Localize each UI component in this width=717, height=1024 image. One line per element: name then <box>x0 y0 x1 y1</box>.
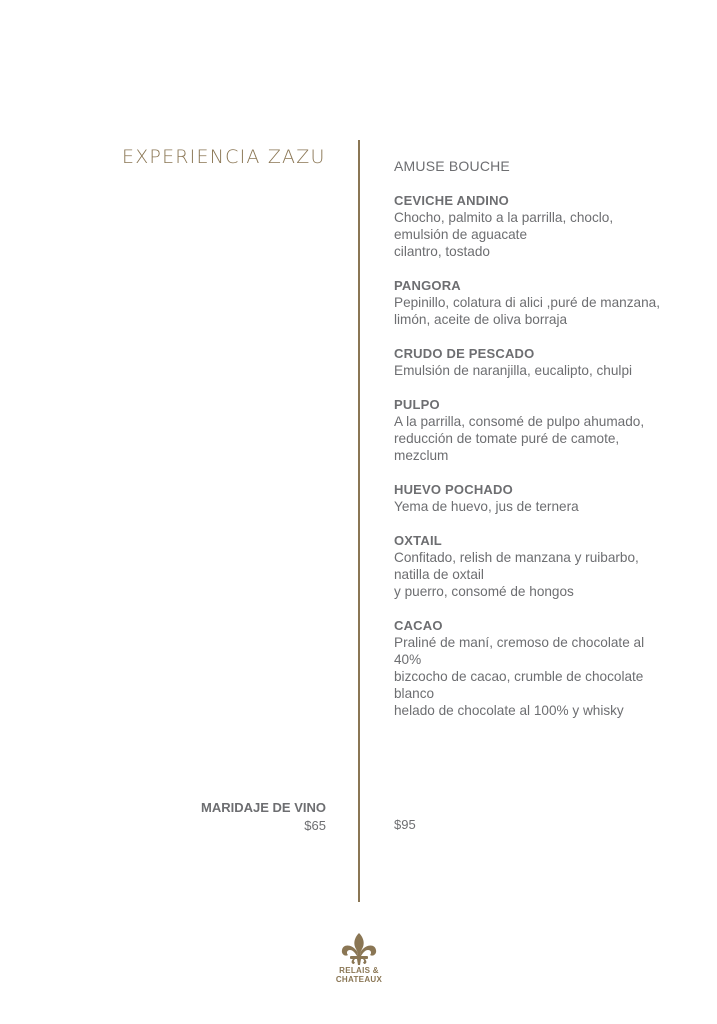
course-name: PANGORA <box>394 278 461 293</box>
course-name: HUEVO POCHADO <box>394 482 513 497</box>
course-item <box>394 617 694 719</box>
course-description-line: mezclum <box>394 448 449 463</box>
course-item <box>394 277 694 328</box>
amuse-bouche: AMUSE BOUCHE <box>394 158 510 174</box>
course-description-line: Praliné de maní, cremoso de chocolate al <box>394 635 645 650</box>
wine-pairing-price: $65 <box>304 818 326 833</box>
tasting-menu <box>394 157 694 736</box>
course-description-line: Chocho, palmito a la parrilla, choclo, <box>394 210 614 225</box>
course-name: CEVICHE ANDINO <box>394 193 509 208</box>
wine-pairing <box>201 799 326 834</box>
course-description-line: Pepinillo, colatura di alici ,puré de manzana, <box>394 295 660 310</box>
course-item <box>394 396 694 464</box>
course-description-line: 40% <box>394 652 422 667</box>
course-description-line: y puerro, consomé de hongos <box>394 584 574 599</box>
logo-line-1: RELAIS & <box>339 966 379 975</box>
course-name: CACAO <box>394 618 443 633</box>
course-list <box>394 192 694 719</box>
course-description-line: Confitado, relish de manzana y ruibarbo, <box>394 550 639 565</box>
course-description-line: A la parrilla, consomé de pulpo ahumado, <box>394 414 645 429</box>
course-description-line: emulsión de aguacate <box>394 227 528 242</box>
course-name: CRUDO DE PESCADO <box>394 346 535 361</box>
logo-line-2: CHATEAUX <box>335 975 383 984</box>
course-description-line: blanco <box>394 686 435 701</box>
course-name: PULPO <box>394 397 440 412</box>
course-description-line: natilla de oxtail <box>394 567 484 582</box>
fleur-de-lis-icon <box>339 932 379 966</box>
course-item <box>394 532 694 600</box>
course-description-line: Yema de huevo, jus de ternera <box>394 499 579 514</box>
course-name: OXTAIL <box>394 533 442 548</box>
wine-pairing-label: MARIDAJE DE VINO <box>201 800 326 815</box>
course-item <box>394 345 694 379</box>
course-description-line: limón, aceite de oliva borraja <box>394 312 568 327</box>
course-item <box>394 192 694 260</box>
course-description-line: helado de chocolate al 100% y whisky <box>394 703 624 718</box>
menu-price: $95 <box>394 817 416 832</box>
vertical-divider <box>358 140 360 902</box>
course-description-line: Emulsión de naranjilla, eucalipto, chulpi <box>394 363 633 378</box>
course-description-line: bizcocho de cacao, crumble de chocolate <box>394 669 644 684</box>
course-description-line: reducción de tomate puré de camote, <box>394 431 620 446</box>
course-item <box>394 481 694 515</box>
course-description-line: cilantro, tostado <box>394 244 490 259</box>
relais-chateaux-logo <box>328 932 390 984</box>
page-title: EXPERIENCIA ZAZU <box>122 146 326 168</box>
